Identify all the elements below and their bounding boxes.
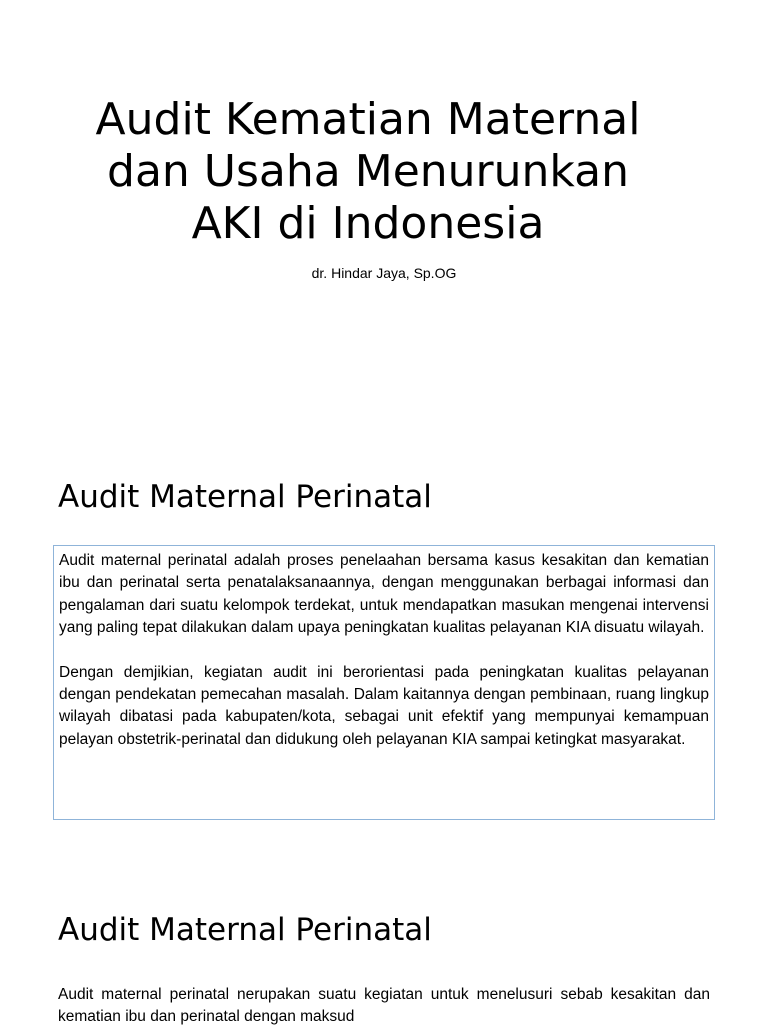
orientation-paragraph: Dengan demjikian, kegiatan audit ini berorientasi pada peningkatan kualitas pelayanan dengan pendekatan pemecahan masalah. Dalam kaitannya dengan pembinaan, ruang lingkup wilayah dibatasi pada kabupaten/kota, sebagai unit efektif yang mempunyai kemampuan pelayan obstetrik-perinatal dan didukung oleh pelayanan KIA sampai ketingkat masyarakat.: [59, 663, 709, 748]
definition-paragraph: Audit maternal perinatal adalah proses penelaahan bersama kasus kesakitan dan kematian ibu dan perinatal serta penatalaksanaannya, dengan menggunakan berbagai informasi dan pengalaman dari suatu kelompok terdekat, untuk mendapatkan masukan mengenai intervensi yang paling tepat dilakukan dalam upaya peningkatan kualitas pelayanan KIA disuatu wilayah.: [59, 552, 709, 637]
slide-author: dr. Hindar Jaya, Sp.OG: [311, 265, 457, 281]
section-heading: Audit Maternal Perinatal: [58, 479, 432, 515]
definition-text-box: [53, 545, 715, 820]
section-heading-2: Audit Maternal Perinatal: [58, 912, 432, 948]
slide-title: Audit Kematian Maternal dan Usaha Menurunkan AKI di Indonesia: [95, 94, 641, 249]
description-paragraph: Audit maternal perinatal nerupakan suatu kegiatan untuk menelusuri sebab kesakitan dan kematian ibu dan perinatal dengan maksud: [58, 986, 710, 1026]
